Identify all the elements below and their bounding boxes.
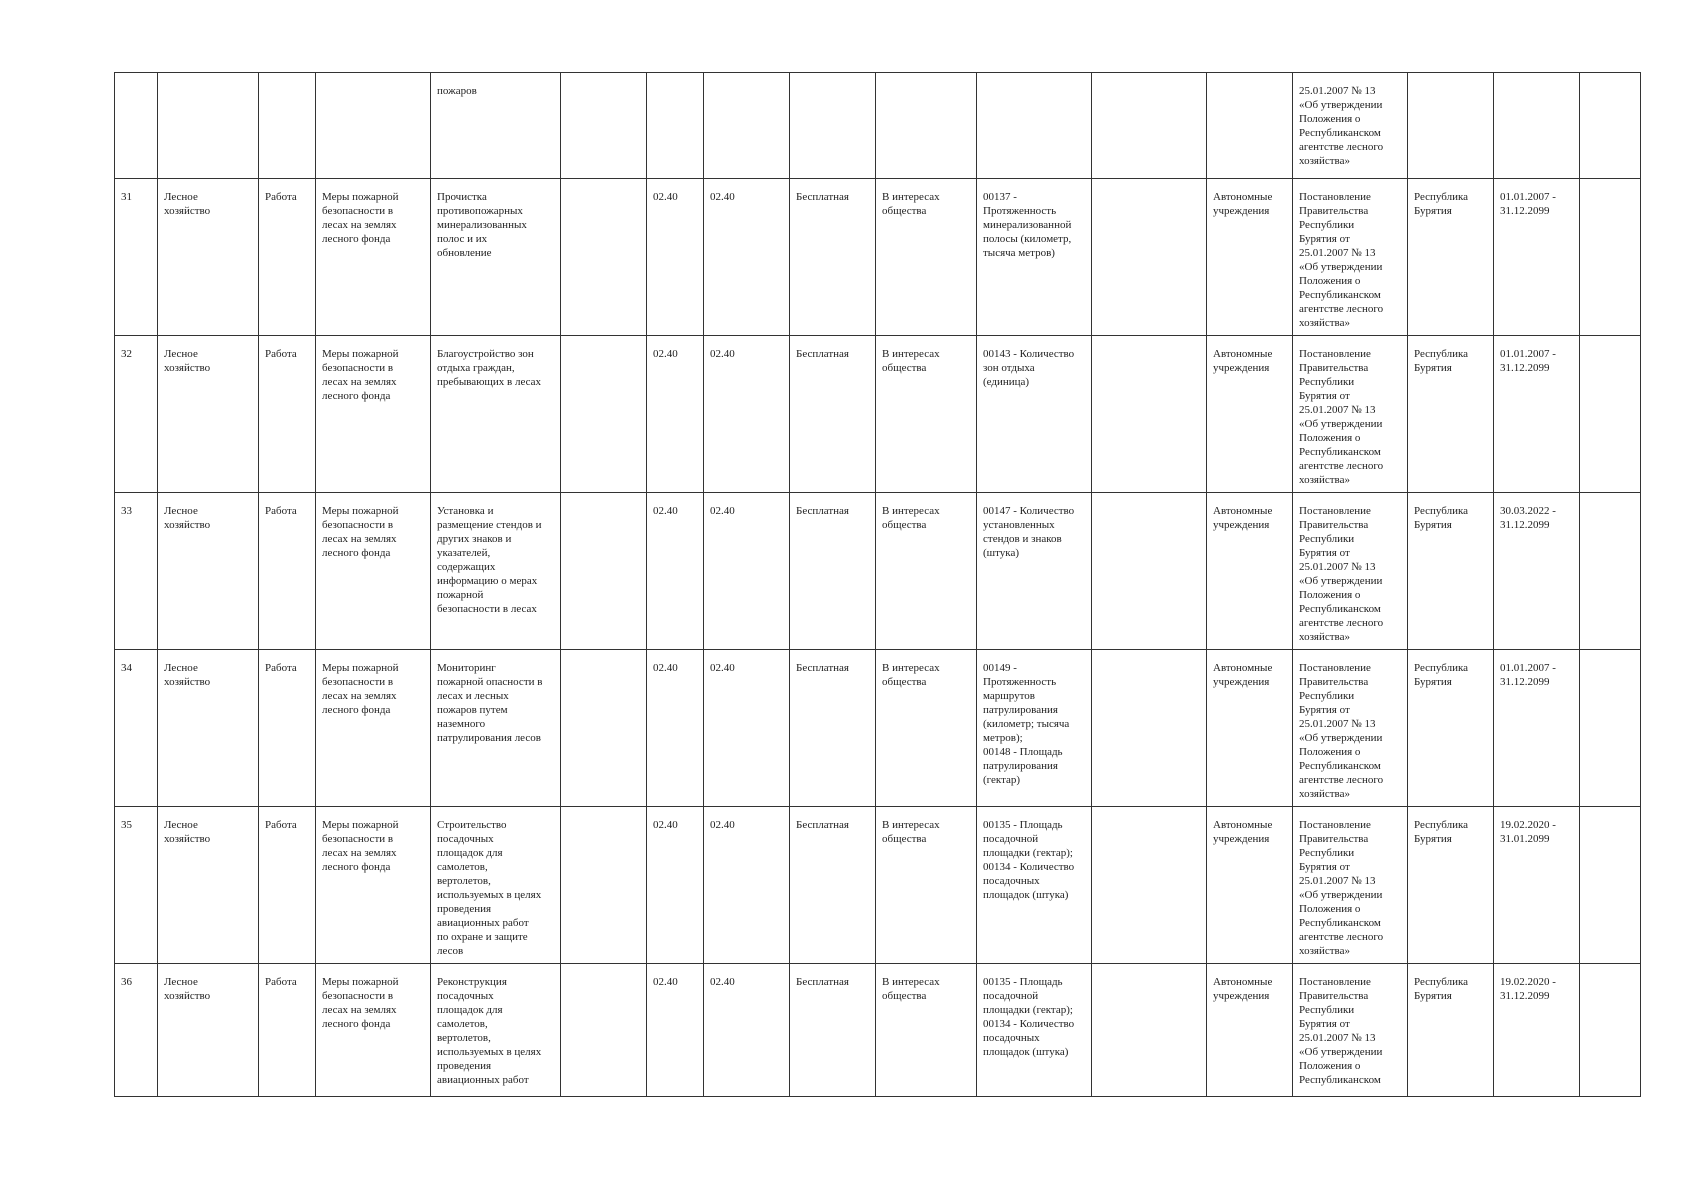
- empty-cell: [1092, 493, 1207, 650]
- table-body: [115, 73, 1641, 1097]
- volume-indicator-cell-text: 00147 - Количество установленных стендов и знаков (штука): [983, 505, 1075, 559]
- okved-code-cell: [647, 964, 704, 1097]
- beneficiary-cell: [876, 73, 977, 179]
- category-cell-text: Меры пожарной безопасности в лесах на землях лесного фонда: [322, 662, 399, 716]
- empty-cell: [1092, 650, 1207, 807]
- row-number-cell-text: 34: [121, 662, 132, 674]
- payment-type-cell-text: Бесплатная: [796, 976, 849, 988]
- okved-code-cell-text: 02.40: [653, 819, 678, 831]
- region-cell: [1408, 493, 1494, 650]
- okved-code-cell-text: 02.40: [653, 662, 678, 674]
- sector-cell: [158, 73, 259, 179]
- empty-cell: [561, 807, 647, 964]
- legal-basis-cell: [1293, 807, 1408, 964]
- kind-cell: [259, 73, 316, 179]
- okved-code-cell-text: 02.40: [653, 191, 678, 203]
- kind-cell: [259, 179, 316, 336]
- kind-cell: [259, 493, 316, 650]
- sector-cell-text: Лесное хозяйство: [164, 976, 211, 1002]
- empty-cell: [1580, 73, 1641, 179]
- payment-type-cell: [790, 650, 876, 807]
- category-cell: [316, 964, 431, 1097]
- empty-cell: [561, 493, 647, 650]
- okpd-code-cell: [704, 73, 790, 179]
- services-register-table: [114, 72, 1641, 1097]
- kind-cell-text: Работа: [265, 819, 297, 831]
- category-cell: [316, 493, 431, 650]
- institution-type-cell-text: Автономные учреждения: [1213, 819, 1273, 845]
- legal-basis-cell-text: Постановление Правительства Республики Бурятия от 25.01.2007 № 13 «Об утверждении Положения о Республиканском агентстве лесного хозяйства»: [1299, 505, 1384, 643]
- institution-type-cell-text: Автономные учреждения: [1213, 191, 1273, 217]
- service-name-cell: [431, 179, 561, 336]
- institution-type-cell: [1207, 179, 1293, 336]
- okpd-code-cell: [704, 650, 790, 807]
- beneficiary-cell: [876, 650, 977, 807]
- service-name-cell-text: пожаров: [437, 85, 477, 97]
- kind-cell-text: Работа: [265, 348, 297, 360]
- validity-period-cell-text: 01.01.2007 - 31.12.2099: [1500, 191, 1556, 217]
- kind-cell: [259, 336, 316, 493]
- table-row: [115, 73, 1641, 179]
- row-number-cell: [115, 807, 158, 964]
- region-cell: [1408, 650, 1494, 807]
- okpd-code-cell: [704, 179, 790, 336]
- institution-type-cell: [1207, 73, 1293, 179]
- region-cell-text: Республика Бурятия: [1414, 662, 1469, 688]
- sector-cell-text: Лесное хозяйство: [164, 191, 211, 217]
- legal-basis-cell: [1293, 179, 1408, 336]
- row-number-cell: [115, 493, 158, 650]
- legal-basis-cell-text: 25.01.2007 № 13 «Об утверждении Положения о Республиканском агентстве лесного хозяйства»: [1299, 85, 1384, 167]
- sector-cell: [158, 179, 259, 336]
- region-cell: [1408, 807, 1494, 964]
- sector-cell: [158, 493, 259, 650]
- institution-type-cell-text: Автономные учреждения: [1213, 976, 1273, 1002]
- volume-indicator-cell-text: 00149 - Протяженность маршрутов патрулирования (километр; тысяча метров); 00148 - Площадь патрулирования (гектар): [983, 662, 1070, 786]
- validity-period-cell-text: 01.01.2007 - 31.12.2099: [1500, 662, 1556, 688]
- validity-period-cell: [1494, 493, 1580, 650]
- sector-cell: [158, 807, 259, 964]
- service-name-cell-text: Прочистка противопожарных минерализованных полос и их обновление: [437, 191, 527, 259]
- region-cell: [1408, 179, 1494, 336]
- category-cell: [316, 336, 431, 493]
- empty-cell: [1092, 336, 1207, 493]
- institution-type-cell-text: Автономные учреждения: [1213, 505, 1273, 531]
- service-name-cell: [431, 650, 561, 807]
- sector-cell-text: Лесное хозяйство: [164, 505, 211, 531]
- empty-cell: [1580, 650, 1641, 807]
- okved-code-cell: [647, 493, 704, 650]
- service-name-cell: [431, 493, 561, 650]
- volume-indicator-cell-text: 00135 - Площадь посадочной площадки (гектар); 00134 - Количество посадочных площадок (штука): [983, 976, 1075, 1058]
- legal-basis-cell-text: Постановление Правительства Республики Бурятия от 25.01.2007 № 13 «Об утверждении Положения о Республиканском агентстве лесного хозяйства»: [1299, 191, 1384, 329]
- table-row: [115, 336, 1641, 493]
- beneficiary-cell-text: В интересах общества: [882, 662, 940, 688]
- empty-cell: [561, 73, 647, 179]
- legal-basis-cell-text: Постановление Правительства Республики Бурятия от 25.01.2007 № 13 «Об утверждении Положения о Республиканском: [1299, 976, 1383, 1086]
- empty-cell: [1092, 807, 1207, 964]
- category-cell: [316, 73, 431, 179]
- beneficiary-cell: [876, 493, 977, 650]
- beneficiary-cell: [876, 336, 977, 493]
- category-cell-text: Меры пожарной безопасности в лесах на землях лесного фонда: [322, 505, 399, 559]
- okpd-code-cell-text: 02.40: [710, 976, 735, 988]
- row-number-cell-text: 32: [121, 348, 132, 360]
- empty-cell: [1580, 179, 1641, 336]
- validity-period-cell: [1494, 964, 1580, 1097]
- legal-basis-cell-text: Постановление Правительства Республики Бурятия от 25.01.2007 № 13 «Об утверждении Положения о Республиканском агентстве лесного хозяйства»: [1299, 662, 1384, 800]
- empty-cell: [1580, 493, 1641, 650]
- beneficiary-cell-text: В интересах общества: [882, 819, 940, 845]
- payment-type-cell-text: Бесплатная: [796, 819, 849, 831]
- row-number-cell: [115, 336, 158, 493]
- okpd-code-cell-text: 02.40: [710, 819, 735, 831]
- empty-cell: [1580, 336, 1641, 493]
- okved-code-cell-text: 02.40: [653, 505, 678, 517]
- okpd-code-cell: [704, 493, 790, 650]
- okpd-code-cell-text: 02.40: [710, 348, 735, 360]
- okved-code-cell-text: 02.40: [653, 976, 678, 988]
- row-number-cell: [115, 179, 158, 336]
- volume-indicator-cell-text: 00137 - Протяженность минерализованной полосы (километр, тысяча метров): [983, 191, 1072, 259]
- category-cell: [316, 179, 431, 336]
- empty-cell: [1580, 964, 1641, 1097]
- volume-indicator-cell: [977, 493, 1092, 650]
- service-name-cell: [431, 807, 561, 964]
- kind-cell: [259, 964, 316, 1097]
- payment-type-cell: [790, 179, 876, 336]
- empty-cell: [1092, 179, 1207, 336]
- row-number-cell-text: 35: [121, 819, 132, 831]
- legal-basis-cell: [1293, 73, 1408, 179]
- region-cell-text: Республика Бурятия: [1414, 505, 1469, 531]
- category-cell-text: Меры пожарной безопасности в лесах на землях лесного фонда: [322, 348, 399, 402]
- region-cell: [1408, 336, 1494, 493]
- validity-period-cell: [1494, 807, 1580, 964]
- row-number-cell-text: 36: [121, 976, 132, 988]
- table-row: [115, 964, 1641, 1097]
- legal-basis-cell: [1293, 964, 1408, 1097]
- beneficiary-cell-text: В интересах общества: [882, 976, 940, 1002]
- payment-type-cell: [790, 336, 876, 493]
- legal-basis-cell-text: Постановление Правительства Республики Бурятия от 25.01.2007 № 13 «Об утверждении Положения о Республиканском агентстве лесного хозяйства»: [1299, 348, 1384, 486]
- validity-period-cell: [1494, 179, 1580, 336]
- category-cell-text: Меры пожарной безопасности в лесах на землях лесного фонда: [322, 819, 399, 873]
- institution-type-cell: [1207, 336, 1293, 493]
- volume-indicator-cell: [977, 73, 1092, 179]
- beneficiary-cell: [876, 179, 977, 336]
- table-row: [115, 179, 1641, 336]
- okpd-code-cell-text: 02.40: [710, 662, 735, 674]
- sector-cell: [158, 650, 259, 807]
- beneficiary-cell: [876, 807, 977, 964]
- okved-code-cell: [647, 650, 704, 807]
- region-cell-text: Республика Бурятия: [1414, 348, 1469, 374]
- payment-type-cell-text: Бесплатная: [796, 191, 849, 203]
- volume-indicator-cell: [977, 964, 1092, 1097]
- empty-cell: [561, 650, 647, 807]
- service-name-cell-text: Установка и размещение стендов и других знаков и указателей, содержащих информацию о мерах пожарной безопасности в лесах: [437, 505, 542, 615]
- payment-type-cell-text: Бесплатная: [796, 348, 849, 360]
- empty-cell: [561, 964, 647, 1097]
- kind-cell-text: Работа: [265, 191, 297, 203]
- region-cell: [1408, 73, 1494, 179]
- okpd-code-cell: [704, 964, 790, 1097]
- category-cell-text: Меры пожарной безопасности в лесах на землях лесного фонда: [322, 976, 399, 1030]
- service-name-cell: [431, 336, 561, 493]
- validity-period-cell: [1494, 650, 1580, 807]
- beneficiary-cell: [876, 964, 977, 1097]
- kind-cell-text: Работа: [265, 976, 297, 988]
- institution-type-cell-text: Автономные учреждения: [1213, 662, 1273, 688]
- payment-type-cell: [790, 73, 876, 179]
- category-cell-text: Меры пожарной безопасности в лесах на землях лесного фонда: [322, 191, 399, 245]
- volume-indicator-cell: [977, 336, 1092, 493]
- institution-type-cell-text: Автономные учреждения: [1213, 348, 1273, 374]
- table-row: [115, 807, 1641, 964]
- validity-period-cell-text: 19.02.2020 - 31.12.2099: [1500, 976, 1556, 1002]
- institution-type-cell: [1207, 493, 1293, 650]
- beneficiary-cell-text: В интересах общества: [882, 348, 940, 374]
- okved-code-cell-text: 02.40: [653, 348, 678, 360]
- legal-basis-cell: [1293, 493, 1408, 650]
- volume-indicator-cell: [977, 650, 1092, 807]
- sector-cell-text: Лесное хозяйство: [164, 819, 211, 845]
- okved-code-cell: [647, 336, 704, 493]
- okpd-code-cell-text: 02.40: [710, 191, 735, 203]
- empty-cell: [1092, 964, 1207, 1097]
- row-number-cell-text: 33: [121, 505, 132, 517]
- volume-indicator-cell-text: 00135 - Площадь посадочной площадки (гектар); 00134 - Количество посадочных площадок (штука): [983, 819, 1075, 901]
- table-row: [115, 650, 1641, 807]
- okpd-code-cell: [704, 336, 790, 493]
- institution-type-cell: [1207, 964, 1293, 1097]
- sector-cell: [158, 964, 259, 1097]
- legal-basis-cell-text: Постановление Правительства Республики Бурятия от 25.01.2007 № 13 «Об утверждении Положения о Республиканском агентстве лесного хозяйства»: [1299, 819, 1384, 957]
- beneficiary-cell-text: В интересах общества: [882, 191, 940, 217]
- region-cell-text: Республика Бурятия: [1414, 191, 1469, 217]
- row-number-cell: [115, 964, 158, 1097]
- service-name-cell-text: Строительство посадочных площадок для самолетов, вертолетов, используемых в целях проведения авиационных работ по охране и защите лесов: [437, 819, 542, 957]
- row-number-cell-text: 31: [121, 191, 132, 203]
- volume-indicator-cell: [977, 807, 1092, 964]
- region-cell: [1408, 964, 1494, 1097]
- table-row: [115, 493, 1641, 650]
- sector-cell-text: Лесное хозяйство: [164, 662, 211, 688]
- kind-cell-text: Работа: [265, 505, 297, 517]
- payment-type-cell-text: Бесплатная: [796, 505, 849, 517]
- kind-cell: [259, 807, 316, 964]
- service-name-cell-text: Мониторинг пожарной опасности в лесах и лесных пожаров путем наземного патрулирования лесов: [437, 662, 543, 744]
- region-cell-text: Республика Бурятия: [1414, 976, 1469, 1002]
- row-number-cell: [115, 650, 158, 807]
- validity-period-cell: [1494, 73, 1580, 179]
- validity-period-cell-text: 30.03.2022 - 31.12.2099: [1500, 505, 1556, 531]
- service-name-cell-text: Реконструкция посадочных площадок для самолетов, вертолетов, используемых в целях проведения авиационных работ: [437, 976, 542, 1086]
- sector-cell: [158, 336, 259, 493]
- okpd-code-cell: [704, 807, 790, 964]
- validity-period-cell: [1494, 336, 1580, 493]
- okved-code-cell: [647, 73, 704, 179]
- kind-cell-text: Работа: [265, 662, 297, 674]
- okved-code-cell: [647, 807, 704, 964]
- payment-type-cell: [790, 493, 876, 650]
- empty-cell: [561, 179, 647, 336]
- empty-cell: [1092, 73, 1207, 179]
- kind-cell: [259, 650, 316, 807]
- category-cell: [316, 807, 431, 964]
- validity-period-cell-text: 19.02.2020 - 31.01.2099: [1500, 819, 1556, 845]
- empty-cell: [561, 336, 647, 493]
- volume-indicator-cell-text: 00143 - Количество зон отдыха (единица): [983, 348, 1075, 388]
- volume-indicator-cell: [977, 179, 1092, 336]
- service-name-cell: [431, 73, 561, 179]
- empty-cell: [1580, 807, 1641, 964]
- institution-type-cell: [1207, 650, 1293, 807]
- validity-period-cell-text: 01.01.2007 - 31.12.2099: [1500, 348, 1556, 374]
- service-name-cell-text: Благоустройство зон отдыха граждан, пребывающих в лесах: [437, 348, 542, 388]
- okved-code-cell: [647, 179, 704, 336]
- service-name-cell: [431, 964, 561, 1097]
- payment-type-cell: [790, 807, 876, 964]
- category-cell: [316, 650, 431, 807]
- sector-cell-text: Лесное хозяйство: [164, 348, 211, 374]
- legal-basis-cell: [1293, 336, 1408, 493]
- institution-type-cell: [1207, 807, 1293, 964]
- region-cell-text: Республика Бурятия: [1414, 819, 1469, 845]
- legal-basis-cell: [1293, 650, 1408, 807]
- payment-type-cell: [790, 964, 876, 1097]
- payment-type-cell-text: Бесплатная: [796, 662, 849, 674]
- beneficiary-cell-text: В интересах общества: [882, 505, 940, 531]
- okpd-code-cell-text: 02.40: [710, 505, 735, 517]
- row-number-cell: [115, 73, 158, 179]
